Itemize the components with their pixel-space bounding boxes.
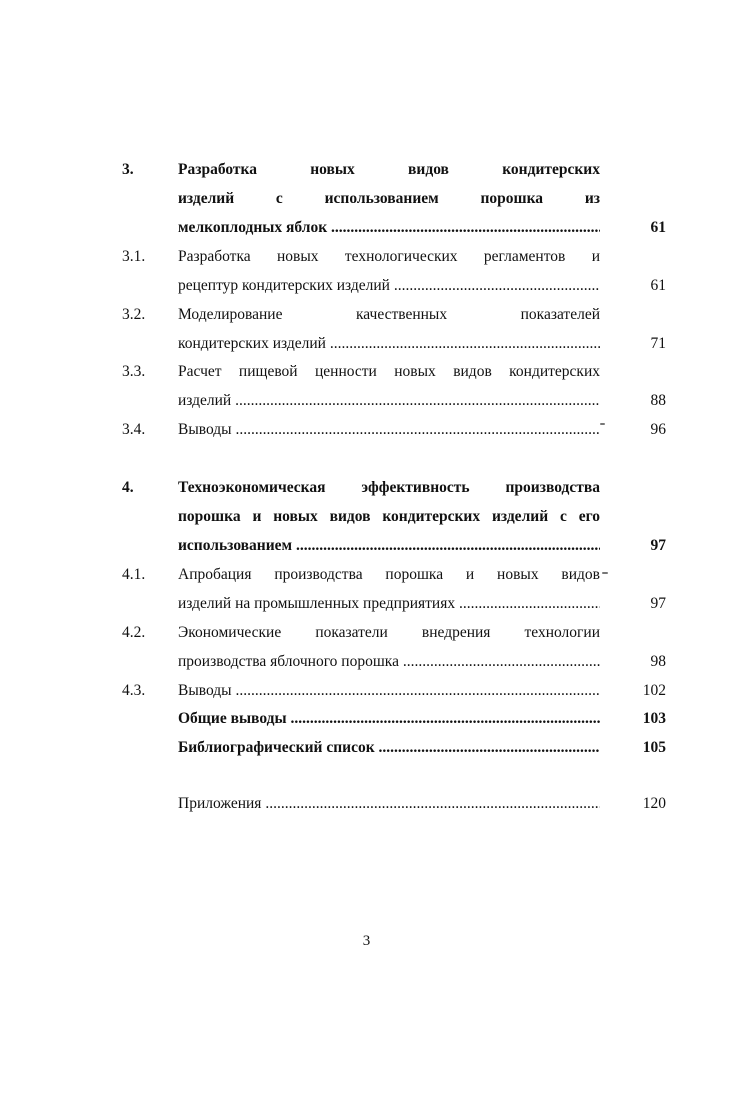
scan-speck — [600, 423, 605, 425]
toc-title: Разработка новых видов кондитерских — [178, 161, 600, 178]
toc-title: рецептур кондитерских изделий ..... — [178, 276, 600, 296]
toc-title: Общие выводы ..... — [178, 709, 600, 729]
toc-page: 105 — [642, 739, 666, 756]
toc-title-leader — [178, 276, 600, 296]
toc-title: изделий с использованием порошка из — [178, 190, 600, 207]
toc-page: 98 — [650, 653, 666, 670]
toc-title-leader — [178, 794, 600, 814]
toc-page: 97 — [650, 595, 666, 612]
toc-page: 102 — [642, 682, 666, 699]
toc-title: Выводы ..... — [178, 420, 600, 440]
toc-title: Экономические показатели внедрения технологии — [178, 624, 600, 641]
toc-title: изделий ..... — [178, 391, 600, 411]
scan-speck — [602, 572, 608, 574]
toc-page: 61 — [650, 219, 666, 236]
toc-page: 97 — [650, 537, 666, 554]
toc-title: Выводы ..... — [178, 681, 600, 701]
page-number: 3 — [362, 933, 371, 949]
toc-page: 88 — [650, 392, 666, 409]
toc-title: использованием ..... — [178, 536, 600, 556]
toc-number: 4.2. — [122, 624, 146, 641]
toc-title-leader — [178, 218, 600, 238]
toc-number: 3. — [122, 161, 134, 178]
toc-page: 103 — [642, 710, 666, 727]
toc-number: 3.2. — [122, 306, 146, 323]
toc-page: 120 — [642, 795, 666, 812]
toc-title-leader — [178, 738, 600, 758]
toc-title-leader — [178, 594, 600, 614]
toc-title: Моделирование качественных показателей — [178, 306, 600, 323]
toc-title-leader — [178, 709, 600, 729]
toc-title: производства яблочного порошка ..... — [178, 652, 600, 672]
toc-title: Апробация производства порошка и новых видов — [178, 566, 600, 583]
toc-title: мелкоплодных яблок ..... — [178, 218, 600, 238]
toc-number: 4. — [122, 479, 134, 496]
toc-number: 3.4. — [122, 421, 146, 438]
toc-title-leader — [178, 652, 600, 672]
toc-page: 96 — [650, 421, 666, 438]
toc-title: Техноэкономическая эффективность производства — [178, 479, 600, 496]
toc-page: 61 — [650, 277, 666, 294]
toc-title: Разработка новых технологических регламентов и — [178, 248, 600, 265]
toc-title-leader — [178, 420, 600, 440]
toc-page: 71 — [650, 335, 666, 352]
toc-number: 3.1. — [122, 248, 146, 265]
toc-title-leader — [178, 334, 600, 354]
toc-title: Приложения ..... — [178, 794, 600, 814]
toc-number: 3.3. — [122, 363, 146, 380]
toc-title-leader — [178, 681, 600, 701]
toc-number: 4.3. — [122, 682, 146, 699]
toc-title: Библиографический список ..... — [178, 738, 600, 758]
toc-number: 4.1. — [122, 566, 146, 583]
toc-title-leader — [178, 391, 600, 411]
toc-title: изделий на промышленных предприятиях ..... — [178, 594, 600, 614]
toc-title: порошка и новых видов кондитерских изделий с его — [178, 508, 600, 525]
toc-title: Расчет пищевой ценности новых видов кондитерских — [178, 363, 600, 380]
toc-title-leader — [178, 536, 600, 556]
toc-title: кондитерских изделий ..... — [178, 334, 600, 354]
